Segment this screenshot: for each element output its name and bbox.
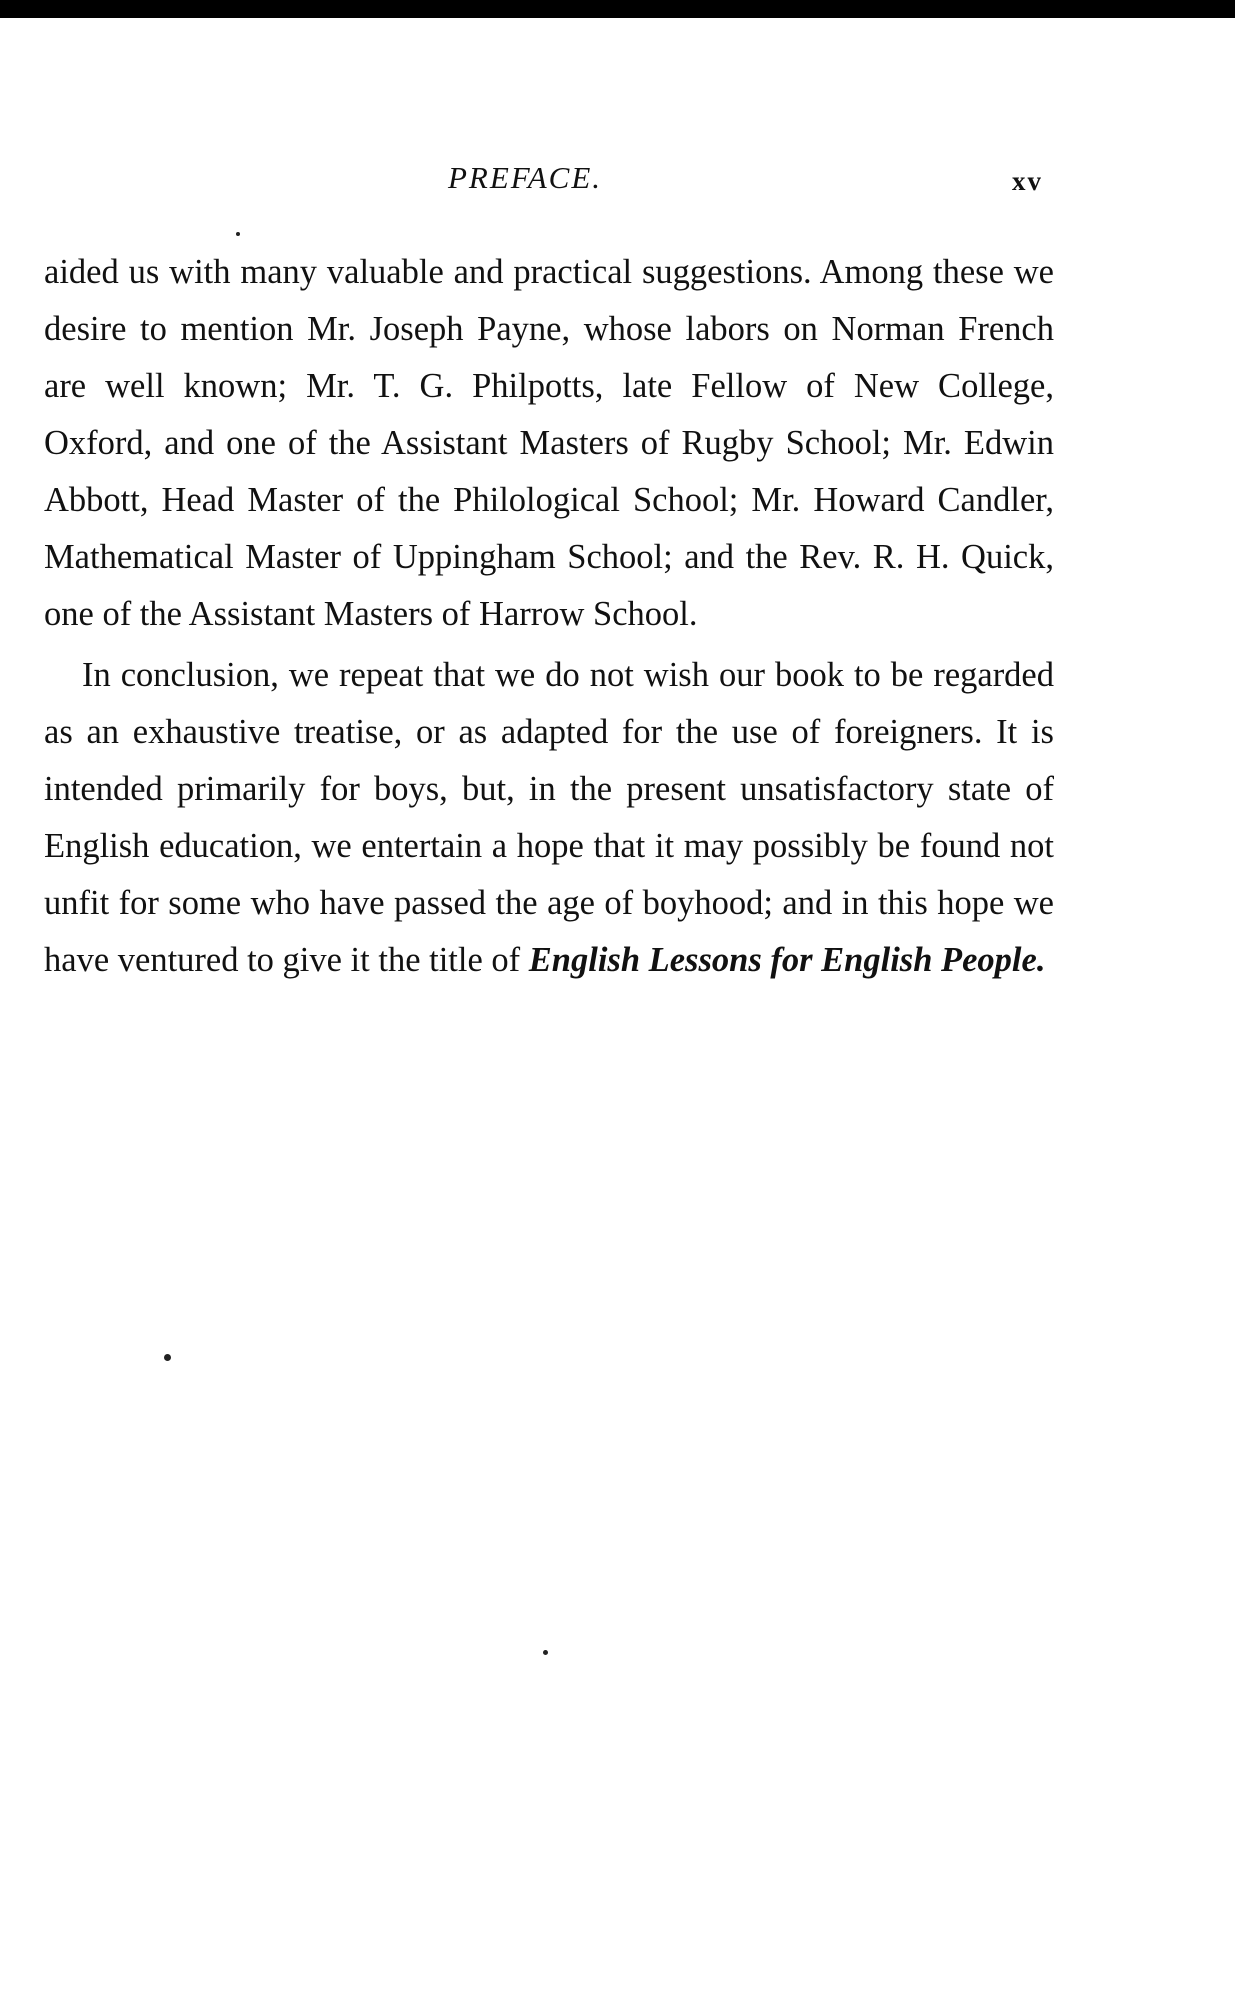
closing-period: . <box>1036 941 1046 979</box>
print-speck <box>164 1354 171 1361</box>
page-header <box>0 160 1235 200</box>
running-title: PREFACE. <box>448 160 603 195</box>
print-speck <box>236 232 240 236</box>
paragraph-conclusion <box>44 647 1054 989</box>
book-title: English Lessons for English People <box>528 941 1037 979</box>
page-body <box>44 244 1054 989</box>
conclusion-text: In conclusion, we repeat that we do not wish our book to be regarded as an exhaustive treatise, or as adapted for the use of foreigners. It is intended primarily for boys, but, in the present unsatisfactory state of English education, we entertain a hope that it may possibly be found not unfit for some who have passed the age of boyhood; and in this hope we have ventured to give it the title of <box>44 656 1054 979</box>
top-edge-rule <box>0 0 1235 18</box>
print-speck <box>543 1650 548 1655</box>
page-number: xv <box>1012 166 1043 196</box>
paragraph-acknowledgements: aided us with many valuable and practical suggestions. Among these we desire to mention Mr. Joseph Payne, whose labors on Norman French are well known; Mr. T. G. Philpotts, late Fellow of New College, Oxford, and one of the Assistant Masters of Rugby School; Mr. Edwin Abbott, Head Master of the Philological School; Mr. Howard Candler, Mathematical Master of Uppingham School; and the Rev. R. H. Quick, one of the Assistant Masters of Harrow School. <box>44 253 1054 633</box>
